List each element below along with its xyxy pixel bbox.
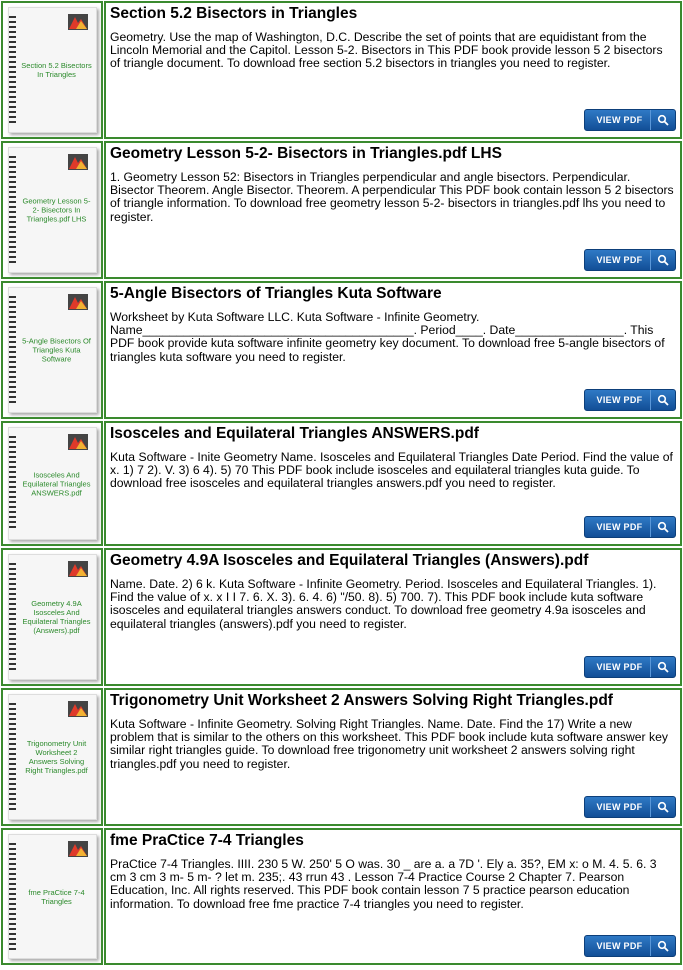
spiral-binding [9, 436, 16, 531]
spiral-binding [9, 296, 16, 404]
magnifier-icon [650, 657, 675, 677]
thumbnail-caption: Isosceles And Equilateral Triangles ANSWERS.pdf [22, 470, 91, 497]
thumbnail-caption: Geometry 4.9A Isosceles And Equilateral Triangles (Answers).pdf [22, 599, 91, 635]
document-title[interactable]: Trigonometry Unit Worksheet 2 Answers Solving Right Triangles.pdf [110, 692, 613, 709]
view-pdf-label: VIEW PDF [596, 522, 643, 532]
document-content [104, 1, 682, 139]
document-content [104, 548, 682, 686]
thumbnail-caption: fme PraCtice 7-4 Triangles [28, 887, 85, 906]
magnifier-icon [650, 797, 675, 817]
view-pdf-button[interactable] [584, 249, 676, 271]
document-thumbnail[interactable] [1, 828, 103, 965]
view-pdf-label: VIEW PDF [596, 662, 643, 672]
document-entry [1, 281, 682, 419]
document-thumbnail[interactable] [1, 548, 103, 686]
view-pdf-label: VIEW PDF [596, 941, 643, 951]
view-pdf-button[interactable] [584, 656, 676, 678]
thumbnail-page [8, 287, 97, 413]
magnifier-icon [650, 936, 675, 956]
document-entry [1, 141, 682, 279]
document-description: Name. Date. 2) 6 k. Kuta Software - Infinite Geometry. Period. Isosceles and Equilateral Triangles. 1). Find the value of x. x I I 7. 6. X. 3). 6. 4. 6) "/50. 8). 5) 700. 7). This PDF book include kuta software isosceles and equilateral triangles answers conduct. To download free geometry 4.9a isosceles and equilateral triangles (answers).pdf you need to register. [110, 577, 657, 631]
magnifier-icon [650, 250, 675, 270]
document-entry [1, 421, 682, 546]
thumbnail-page [8, 7, 97, 133]
document-description: Worksheet by Kuta Software LLC. Kuta Software - Infinite Geometry. Name________________________________________. Period____. Date________________. This PDF book provide kuta software infinite geometry key document. To download free 5-angle bisectors of triangles kuta software you need to register. [110, 310, 665, 364]
document-thumbnail[interactable] [1, 281, 103, 419]
document-description: Kuta Software - Inite Geometry Name. Isosceles and Equilateral Triangles Date Period. Find the value of x. 1) 7 2). V. 3) 6 4). 5) 70 This PDF book include isosceles and equilateral triangles kuta guide. To download free isosceles and equilateral triangles answers.pdf you need to register. [110, 450, 673, 491]
document-title[interactable]: Geometry 4.9A Isosceles and Equilateral Triangles (Answers).pdf [110, 552, 589, 569]
document-entry [1, 1, 682, 139]
view-pdf-button[interactable] [584, 109, 676, 131]
document-title[interactable]: fme PraCtice 7-4 Triangles [110, 832, 304, 849]
document-title[interactable]: 5-Angle Bisectors of Triangles Kuta Software [110, 285, 442, 302]
pdf-corner-icon [68, 701, 88, 717]
view-pdf-button[interactable] [584, 796, 676, 818]
document-description: Kuta Software - Infinite Geometry. Solving Right Triangles. Name. Date. Find the 17) Write a new problem that is similar to the others on this worksheet. This PDF book include kuta software answer key similar right triangles guide. To download free trigonometry unit worksheet 2 answers solving right triangles.pdf you need to register. [110, 717, 668, 771]
spiral-binding [9, 843, 16, 950]
view-pdf-label: VIEW PDF [596, 115, 643, 125]
document-content [104, 281, 682, 419]
pdf-corner-icon [68, 294, 88, 310]
thumbnail-caption: Section 5.2 Bisectors In Triangles [21, 61, 92, 79]
magnifier-icon [650, 390, 675, 410]
thumbnail-caption: 5-Angle Bisectors Of Triangles Kuta Software [22, 336, 91, 364]
pdf-corner-icon [68, 561, 88, 577]
pdf-corner-icon [68, 14, 88, 30]
thumbnail-page [8, 554, 97, 680]
view-pdf-button[interactable] [584, 516, 676, 538]
spiral-binding [9, 16, 16, 124]
document-thumbnail[interactable] [1, 1, 103, 139]
spiral-binding [9, 703, 16, 811]
document-description: Geometry. Use the map of Washington, D.C. Describe the set of points that are equidistant from the Lincoln Memorial and the Capitol. Lesson 5-2. Bisectors in This PDF book provide lesson 5 2 bisectors of triangle document. To download free section 5.2 bisectors in triangles you need to register. [110, 30, 663, 71]
document-content [104, 688, 682, 826]
view-pdf-label: VIEW PDF [596, 255, 643, 265]
document-title[interactable]: Section 5.2 Bisectors in Triangles [110, 5, 358, 22]
pdf-corner-icon [68, 154, 88, 170]
thumbnail-caption: Geometry Lesson 5-2- Bisectors In Triangles.pdf LHS [22, 196, 91, 224]
thumbnail-page [8, 694, 97, 820]
magnifier-icon [650, 110, 675, 130]
magnifier-icon [650, 517, 675, 537]
document-content [104, 421, 682, 546]
spiral-binding [9, 563, 16, 671]
document-title[interactable]: Geometry Lesson 5-2- Bisectors in Triangles.pdf LHS [110, 145, 502, 162]
document-entry [1, 828, 682, 965]
document-description: 1. Geometry Lesson 52: Bisectors in Triangles perpendicular and angle bisectors. Perpendicular. Bisector Theorem. Angle Bisector. Theorem. A perpendicular This PDF book contain lesson 5 2 bisectors of triangle information. To download free geometry lesson 5-2- bisectors in triangles.pdf lhs you need to register. [110, 170, 674, 224]
document-thumbnail[interactable] [1, 688, 103, 826]
thumbnail-page [8, 427, 97, 540]
document-title[interactable]: Isosceles and Equilateral Triangles ANSWERS.pdf [110, 425, 479, 442]
view-pdf-label: VIEW PDF [596, 802, 643, 812]
view-pdf-label: VIEW PDF [596, 395, 643, 405]
thumbnail-page [8, 147, 97, 273]
view-pdf-button[interactable] [584, 935, 676, 957]
document-entry [1, 548, 682, 686]
document-content [104, 828, 682, 965]
document-description: PraCtice 7-4 Triangles. IIII. 230 5 W. 250' 5 O was. 30 _ are a. a 7D '. Ely a. 35?, EM x: o M. 4. 5. 6. 3 cm 3 cm 3 m- 5 m- ? let m. 235;. 43 rrun 43 . Lesson 7-4 Practice Course 2 Chapter 7. Pearson Education, Inc. All rights reserved. This PDF book contain lesson 7 5 practice pearson education information. To download free fme practice 7-4 triangles you need to register. [110, 857, 657, 911]
thumbnail-caption: Trigonometry Unit Worksheet 2 Answers Solving Right Triangles.pdf [25, 739, 88, 775]
pdf-corner-icon [68, 841, 88, 857]
view-pdf-button[interactable] [584, 389, 676, 411]
document-thumbnail[interactable] [1, 141, 103, 279]
document-thumbnail[interactable] [1, 421, 103, 546]
thumbnail-page [8, 834, 97, 959]
pdf-corner-icon [68, 434, 88, 450]
spiral-binding [9, 156, 16, 264]
document-content [104, 141, 682, 279]
document-entry [1, 688, 682, 826]
